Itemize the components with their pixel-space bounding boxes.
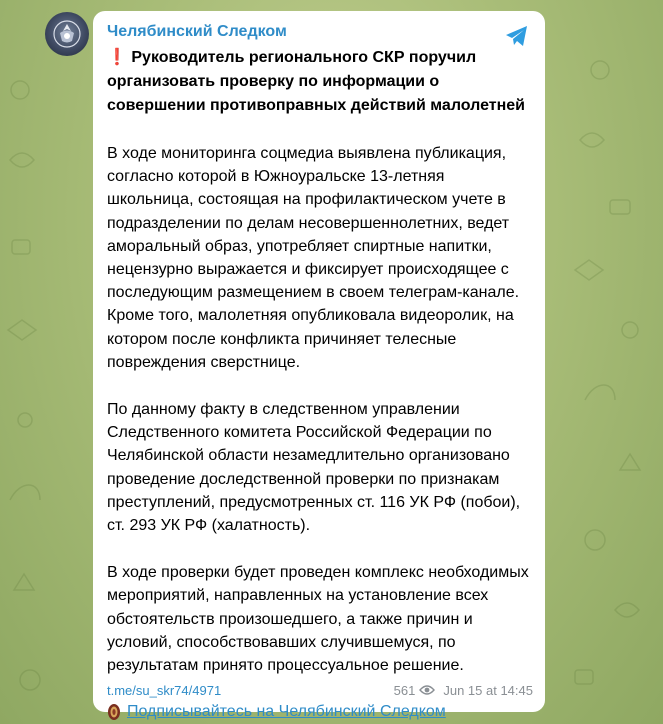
post-title xyxy=(107,46,531,118)
post-title-text: Руководитель регионального СКР поручил организовать проверку по информации о совершении противоправных действий малолетней xyxy=(107,49,526,114)
emblem-icon xyxy=(52,19,82,49)
post-link[interactable]: t.me/su_skr74/4971 xyxy=(107,682,222,698)
telegram-icon[interactable] xyxy=(505,25,529,47)
eye-icon xyxy=(419,684,435,696)
post-paragraph: В ходе проверки будет проведен комплекс необходимых мероприятий, направленных на установление всех обстоятельств произошедшего, а также причин и условий, способствовавших случившемуся, по результатам принято процессуальное решение. xyxy=(107,564,529,675)
message-bubble xyxy=(93,11,545,721)
emblem-badge-icon xyxy=(107,703,121,721)
channel-name[interactable]: Челябинский Следком xyxy=(107,23,287,40)
post-paragraph: В ходе мониторинга соцмедиа выявлена публикация, согласно которой в Южноуральске 13-летняя школьница, состоящая на профилактическом учете в подразделении по делам несовершеннолетних, ведет аморальный образ, употребляет спиртные напитки, нецензурно выражается и фиксирует происходящее с последующим размещением в своем телеграм-канале. Кроме того, малолетняя опубликовала видеоролик, на котором после конфликта причиняет телесные повреждения сверстнице. xyxy=(107,145,520,371)
post-paragraph: По данному факту в следственном управлении Следственного комитета Российской Федерации по Челябинской области незамедлительно организовано проведение доследственной проверки по признакам преступлений, предусмотренных ст. 116 УК РФ (побои), ст. 293 УК РФ (халатность). xyxy=(107,401,521,535)
message-footer xyxy=(107,681,533,699)
channel-avatar[interactable] xyxy=(45,12,89,56)
exclamation-icon: ❗ xyxy=(107,49,127,66)
subscribe-row xyxy=(107,701,531,723)
view-count: 561 xyxy=(393,682,416,698)
timestamp: Jun 15 at 14:45 xyxy=(443,682,533,698)
subscribe-link[interactable]: Подписывайтесь на Челябинский Следком xyxy=(127,703,446,721)
